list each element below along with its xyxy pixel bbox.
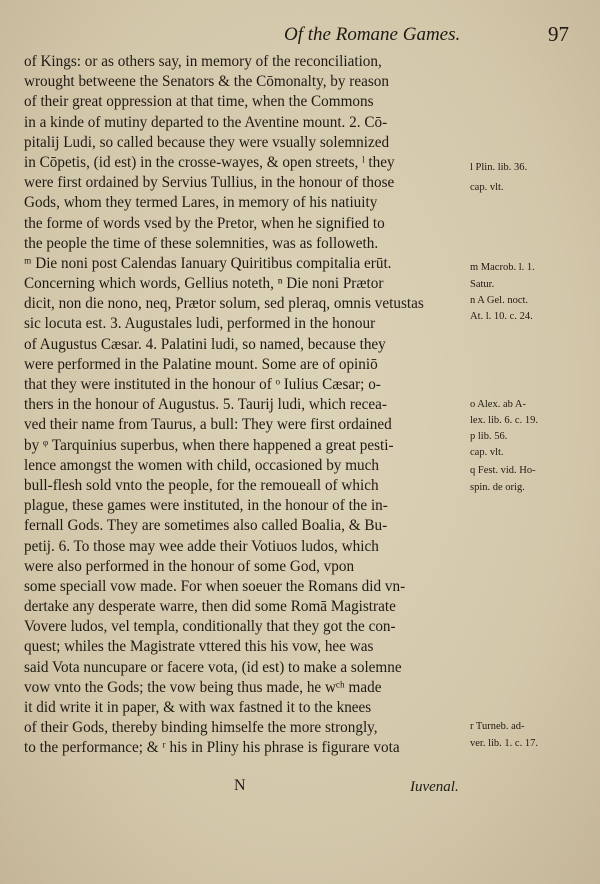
margin-note: p lib. 56. [470, 431, 508, 442]
signature-mark: N [234, 777, 247, 794]
text-line: were also performed in the honour of some God, vpon [24, 557, 355, 575]
margin-note: cap. vlt. [470, 182, 504, 193]
text-line: lence amongst the women with child, occasioned by much [24, 456, 379, 474]
margin-note: l Plin. lib. 36. [470, 162, 528, 173]
text-line: sic locuta est. 3. Augustales ludi, performed in the honour [24, 315, 376, 333]
margin-note: n A Gel. noct. [470, 295, 529, 306]
text-line: fernall Gods. They are sometimes also called Boalia, & Bu- [24, 517, 388, 535]
margin-note: ver. lib. 1. c. 17. [470, 738, 538, 749]
text-line: said Vota nuncupare or facere vota, (id est) to make a solemne [24, 658, 402, 676]
text-line: the forme of words vsed by the Pretor, when he signified to [24, 214, 385, 232]
text-line: Vovere ludos, vel templa, conditionally that they got the con- [24, 618, 396, 636]
text-line: Gods, whom they termed Lares, in memory of his natiuity [24, 194, 378, 212]
text-line: dicit, non die nono, neq, Prætor solum, sed pleraq, omnis vetustas [24, 295, 424, 313]
margin-note: cap. vlt. [470, 447, 504, 458]
running-title: Of the Romane Games. [284, 24, 461, 45]
text-line: by ᵠ Tarquinius superbus, when there happened a great pesti- [24, 436, 394, 454]
margin-note: lex. lib. 6. c. 19. [470, 415, 538, 426]
margin-note: q Fest. vid. Ho- [470, 465, 536, 476]
text-line: ᵐ Die noni post Calendas Ianuary Quiritibus compitalia erūt. [24, 254, 392, 272]
catchword: Iuvenal. [410, 779, 459, 795]
text-line: of their great oppression at that time, when the Commons [24, 93, 374, 111]
text-line: vow vnto the Gods; the vow being thus made, he wᶜʰ made [24, 678, 382, 696]
text-line: that they were instituted in the honour of ᵒ Iulius Cæsar; o- [24, 376, 381, 393]
margin-note: r Turneb. ad- [470, 721, 525, 732]
text-line: of Augustus Cæsar. 4. Palatini ludi, so named, because they [24, 335, 386, 353]
text-line: ved their name from Taurus, a bull: They were first ordained [24, 416, 392, 434]
text-line: of their Gods, thereby binding himselfe the more strongly, [24, 719, 378, 737]
body-text [24, 52, 498, 759]
text-line: in a kinde of mutiny departed to the Aventine mount. 2. Cō- [24, 113, 388, 131]
margin-note: Satur. [470, 279, 495, 290]
text-line: plague, these games were instituted, in the honour of the in- [24, 497, 388, 515]
margin-note: At. l. 10. c. 24. [470, 311, 533, 322]
text-line: bull-flesh sold vnto the people, for the remoueall of which [24, 476, 379, 494]
text-line: to the performance; & ʳ his in Pliny his phrase is figurare vota [24, 739, 400, 757]
margin-note: spin. de orig. [470, 482, 525, 493]
text-line: the people the time of these solemnities, was as followeth. [24, 234, 379, 252]
margin-notes [470, 0, 600, 884]
text-line: dertake any desperate warre, then did some Romā Magistrate [24, 598, 396, 616]
margin-note: o Alex. ab A- [470, 399, 526, 410]
text-line: it did write it in paper, & with wax fastned it to the knees [24, 699, 372, 716]
text-line: pitalij Ludi, so called because they were vsually solemnized [24, 133, 390, 151]
text-line: were first ordained by Servius Tullius, in the honour of those [24, 174, 395, 192]
text-line: were performed in the Palatine mount. Some are of opiniō [24, 355, 378, 373]
text-line: in Cōpetis, (id est) in the crosse-wayes, & open streets, ˡ they [24, 153, 395, 171]
text-line: Concerning which words, Gellius noteth, ⁿ Die noni Prætor [24, 275, 384, 293]
text-line: thers in the honour of Augustus. 5. Taurij ludi, which recea- [24, 396, 387, 414]
margin-note: m Macrob. l. 1. [470, 262, 535, 273]
text-line: of Kings: or as others say, in memory of the reconciliation, [24, 53, 382, 70]
text-line: some speciall vow made. For when soeuer the Romans did vn- [24, 577, 406, 595]
text-line: quest; whiles the Magistrate vttered this his vow, hee was [24, 638, 374, 656]
text-line: petij. 6. To those may wee adde their Votiuos ludos, which [24, 537, 379, 555]
page-number: 97 [548, 22, 569, 46]
text-line: wrought betweene the Senators & the Cōmonalty, by reason [24, 73, 389, 91]
